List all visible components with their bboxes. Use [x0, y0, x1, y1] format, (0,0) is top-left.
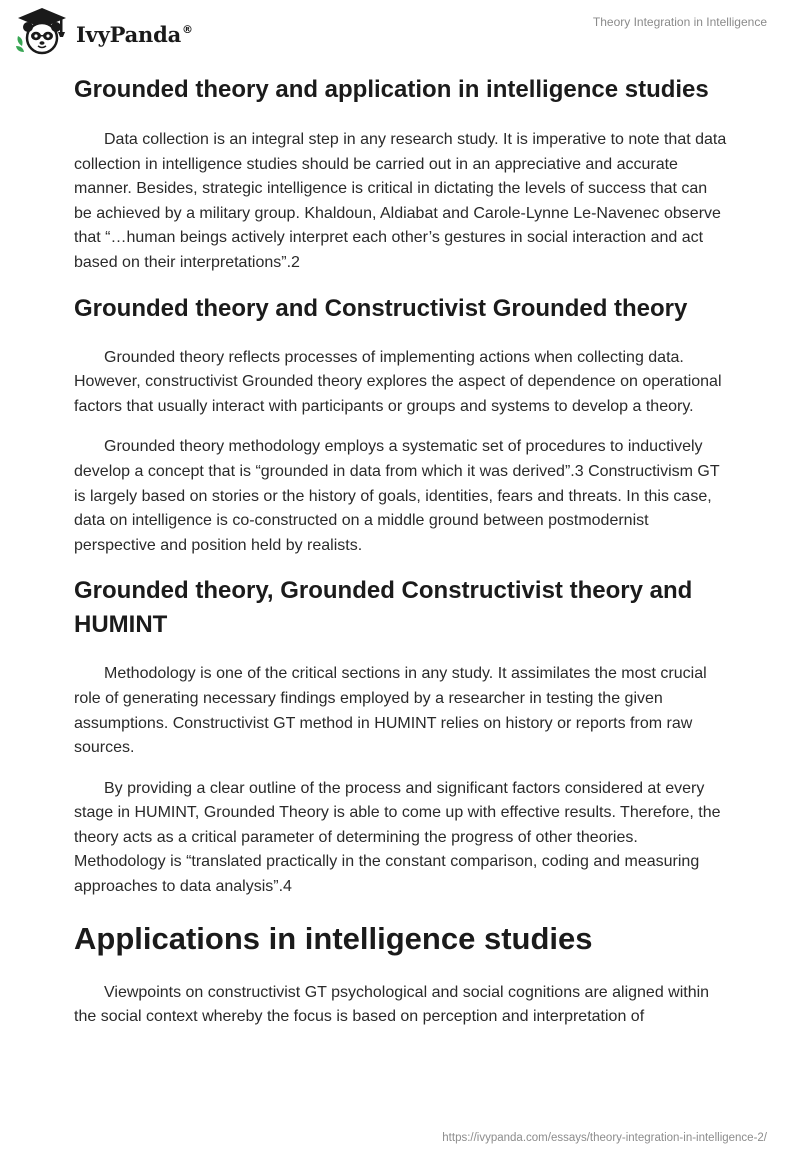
section-heading: Applications in intelligence studies: [74, 920, 593, 956]
document-title: Theory Integration in Intelligence: [592, 15, 767, 29]
paragraph: Methodology is one of the critical sections in any study. It assimilates the most crucial role of generating necessary findings employed by a researcher in testing the given assumptions. Constructivist GT method in HUMINT relies on history or reports from raw sources.: [74, 665, 707, 757]
section-heading: Grounded theory and Constructivist Grounded theory: [74, 294, 688, 322]
source-url[interactable]: https://ivypanda.com/essays/theory-integration-in-intelligence-2/: [442, 1132, 767, 1144]
panda-graduate-icon: [14, 6, 70, 58]
logo-text: IvyPanda®: [76, 21, 193, 47]
section-heading: Grounded theory and application in intelligence studies: [74, 76, 709, 103]
paragraph: Data collection is an integral step in any research study. It is imperative to note that data collection in intelligence studies should be carried out in an appreciative and accurate manner. Besides, strategic intelligence is critical in dictating the levels of success that can be achieved by a military group. Khaldoun, Aldiabat and Carole-Lynne Le-Navenec observe that “…human beings actively interpret each other’s gestures in social interaction and act based on their interpretations”.2: [74, 131, 727, 271]
section-heading: Grounded theory, Grounded Constructivist theory and HUMINT: [74, 577, 693, 639]
logo[interactable]: [14, 6, 193, 58]
article-body: [74, 70, 728, 1030]
paragraph: Grounded theory methodology employs a systematic set of procedures to inductively develop a concept that is “grounded in data from which it was derived”.3 Constructivism GT is largely based on stories or the history of goals, identities, fears and threats. In this case, data on intelligence is co-constructed on a middle ground between postmodernist perspective and position held by realists.: [74, 438, 720, 554]
page-header: [0, 0, 800, 66]
paragraph: Grounded theory reflects processes of implementing actions when collecting data. However, constructivist Grounded theory explores the aspect of dependence on operational factors that usually interact with participants or groups and systems to develop a theory.: [74, 348, 722, 415]
paragraph: By providing a clear outline of the process and significant factors considered at every stage in HUMINT, Grounded Theory is able to come up with effective results. Therefore, the theory acts as a critical parameter of determining the progress of other theories. Methodology is “translated practically in the constant comparison, coding and measuring approaches to data analysis”.4: [74, 779, 721, 896]
paragraph: Viewpoints on constructivist GT psychological and social cognitions are aligned within the social context whereby the focus is based on perception and interpretation of: [74, 983, 710, 1026]
